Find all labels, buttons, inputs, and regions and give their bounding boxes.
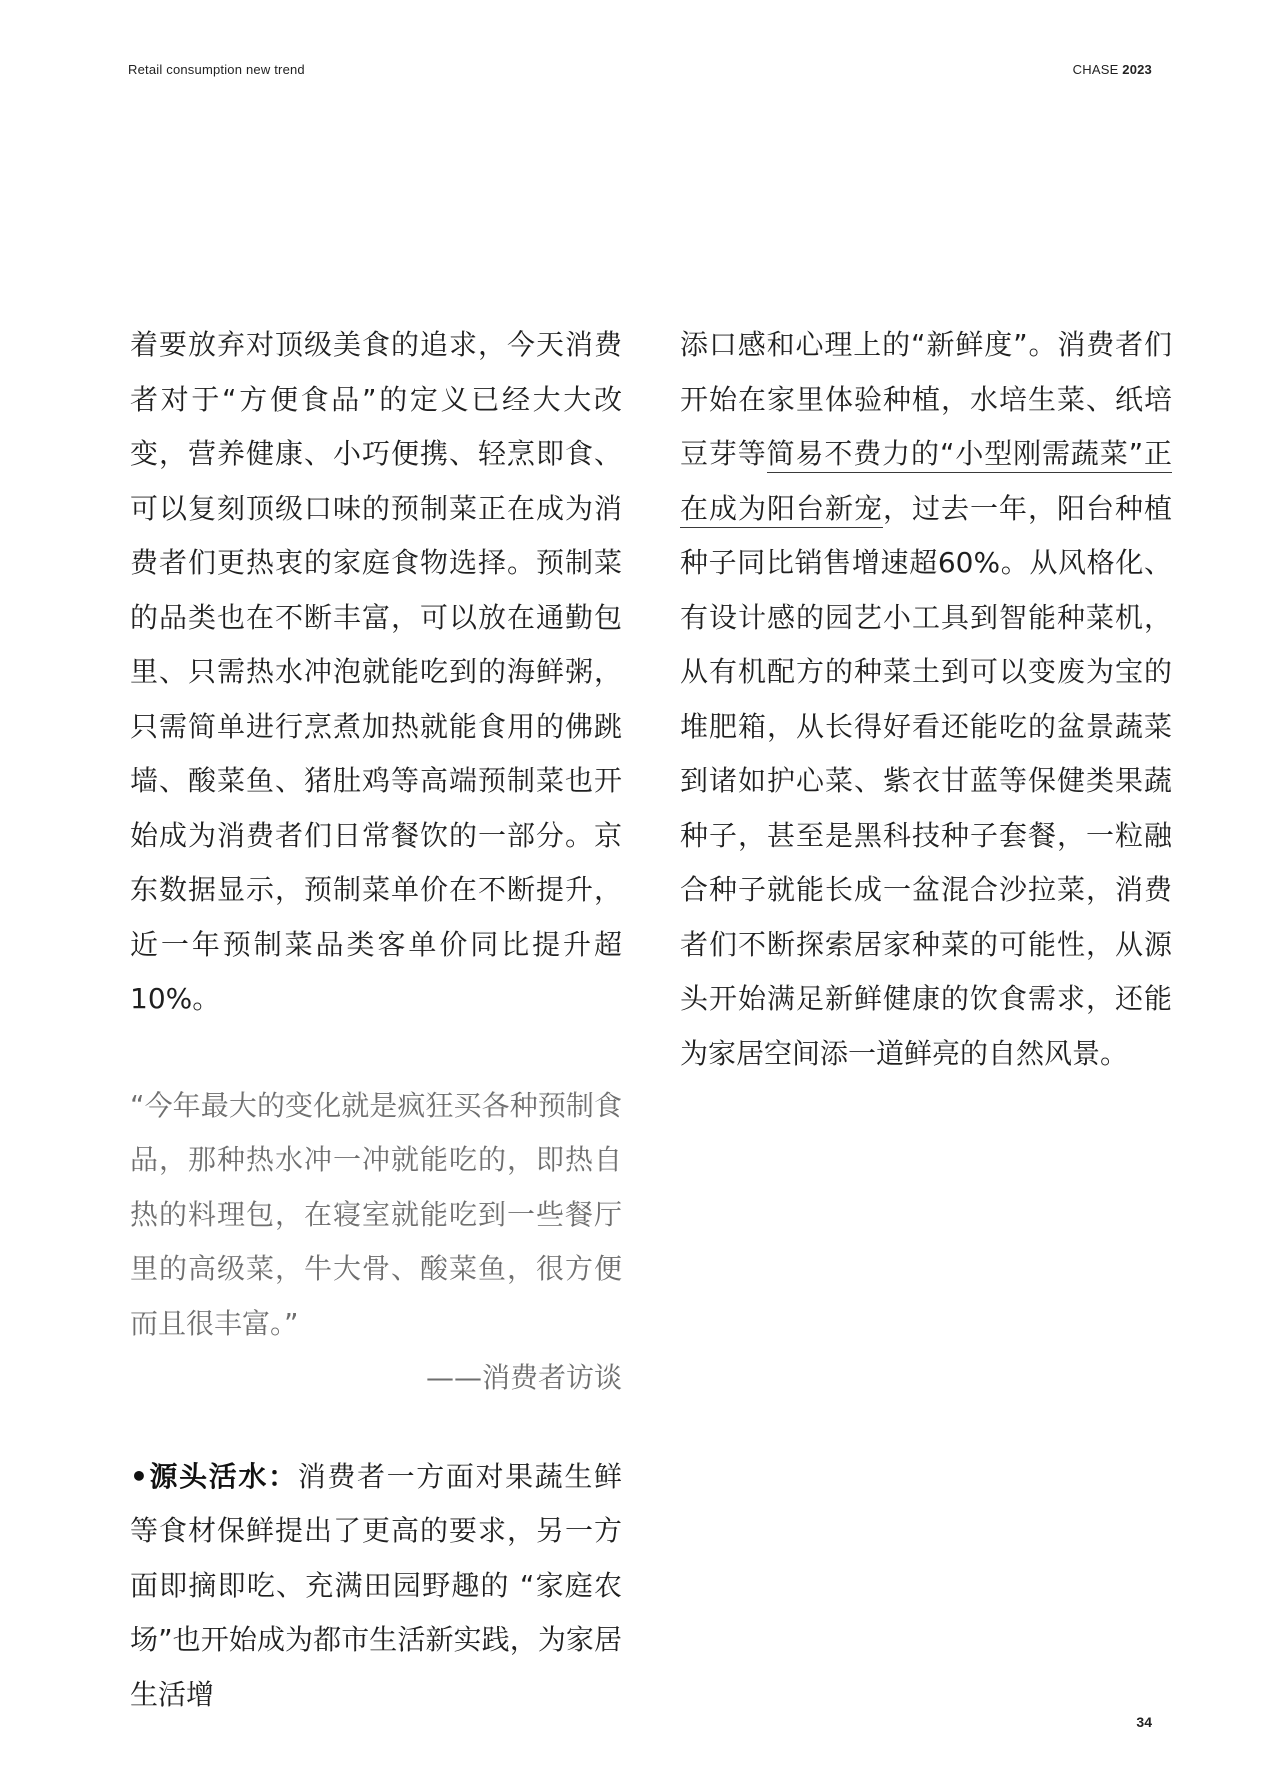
bullet-body: 消费者一方面对果蔬生鲜等食材保鲜提出了更高的要求，另一方面即摘即吃、充满田园野趣的 “家庭农场”也开始成为都市生活新实践，为家居生活增 bbox=[130, 1459, 622, 1711]
quote-attribution: ——消费者访谈 bbox=[425, 1361, 622, 1394]
text-after-highlight: ，过去一年，阳台种植种子同比销售增速超60%。从风格化、有设计感的园艺小工具到智能种菜机，从有机配方的种菜土到可以变废为宝的堆肥箱，从长得好看还能吃的盆景蔬菜到诸如护心菜、紫衣甘蓝等保健类果蔬种子，甚至是黑科技种子套餐，一粒融合种子就能长成一盆混合沙拉菜，消费者们不断探索居家种菜的可能性，从源头开始满足新鲜健康的饮食需求，还能为家居空间添一道鲜亮的自然风景。 bbox=[680, 491, 1172, 1070]
bullet-paragraph-source bbox=[130, 1450, 622, 1723]
quote-text: “今年最大的变化就是疯狂买各种预制食品，那种热水冲一冲就能吃的，即热自热的料理包，在寝室就能吃到一些餐厅里的高级菜，牛大骨、酸菜鱼，很方便而且很丰富。” bbox=[130, 1088, 622, 1340]
consumer-quote bbox=[130, 1079, 622, 1406]
brand-name: CHASE bbox=[1072, 62, 1119, 77]
underlined-highlight: 简易不费力的“小型刚需蔬菜”正在成为阳台新宠 bbox=[680, 437, 1172, 528]
text-before-highlight: 添口感和心理上的“新鲜度”。消费者们开始在家里体验种植，水培生菜、纸培豆芽等 bbox=[680, 328, 1172, 470]
bullet-lead bbox=[130, 1460, 298, 1493]
right-column bbox=[680, 318, 1172, 1081]
brand-year: 2023 bbox=[1122, 62, 1152, 77]
body-paragraph-home-farming bbox=[680, 318, 1172, 1081]
running-header bbox=[128, 62, 1152, 80]
report-title: Retail consumption new trend bbox=[128, 62, 305, 77]
body-paragraph-prepared-food: 着要放弃对顶级美食的追求，今天消费者对于“方便食品”的定义已经大大改变，营养健康、小巧便携、轻烹即食、可以复刻顶级口味的预制菜正在成为消费者们更热衷的家庭食物选择。预制菜的品类也在不断丰富，可以放在通勤包里、只需热水冲泡就能吃到的海鲜粥，只需简单进行烹煮加热就能食用的佛跳墙、酸菜鱼、猪肚鸡等高端预制菜也开始成为消费者们日常餐饮的一部分。京东数据显示，预制菜单价在不断提升，近一年预制菜品类客单价同比提升超10%。 bbox=[130, 328, 622, 1015]
page-number: 34 bbox=[1136, 1714, 1152, 1730]
bullet-dot: • bbox=[130, 1459, 148, 1493]
bullet-heading: 源头活水： bbox=[147, 1459, 298, 1493]
left-column bbox=[130, 318, 622, 1722]
report-brand bbox=[1073, 62, 1152, 77]
